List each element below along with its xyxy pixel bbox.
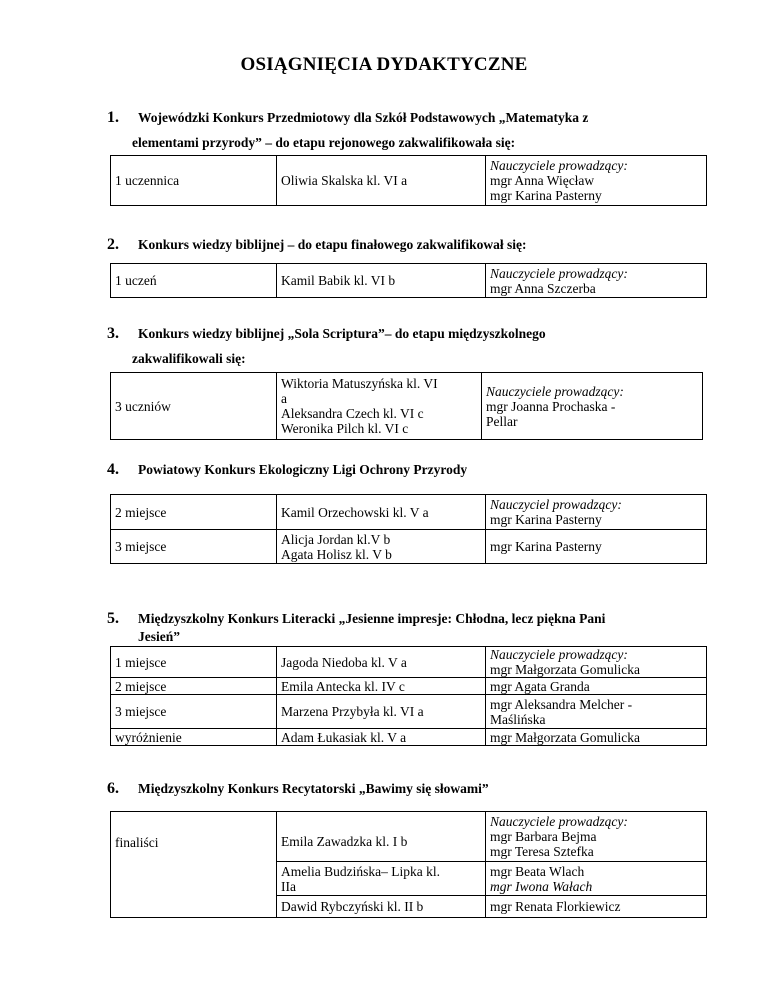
table-row xyxy=(111,264,707,298)
table-row xyxy=(111,695,707,729)
section-4-table xyxy=(110,494,707,564)
section-number: 2. xyxy=(107,236,119,253)
student-name: Amelia Budzińska– Lipka kl. xyxy=(281,863,440,879)
table-row xyxy=(111,495,707,530)
section-number: 5. xyxy=(107,610,119,627)
table-row xyxy=(111,156,707,206)
teacher-cell: mgr Karina Pasterny xyxy=(486,530,707,564)
student-cell: Oliwia Skalska kl. VI a xyxy=(277,156,486,206)
result-cell: 3 miejsce xyxy=(111,530,277,564)
student-cell xyxy=(277,862,486,896)
teacher-name: mgr Karina Pasterny xyxy=(490,512,602,527)
result-cell: 3 uczniów xyxy=(111,373,277,440)
teacher-cell xyxy=(486,264,707,298)
student-cell xyxy=(277,530,486,564)
student-name: Agata Holisz kl. V b xyxy=(281,546,392,562)
student-cell: Marzena Przybyła kl. VI a xyxy=(277,695,486,729)
teacher-label: Nauczyciele prowadzący: xyxy=(486,383,624,399)
student-cell: Dawid Rybczyński kl. II b xyxy=(277,896,486,918)
student-cell: Kamil Orzechowski kl. V a xyxy=(277,495,486,530)
teacher-cell: mgr Agata Granda xyxy=(486,678,707,695)
result-cell: 1 uczennica xyxy=(111,156,277,206)
teacher-cell xyxy=(486,812,707,862)
teacher-name: mgr Anna Szczerba xyxy=(490,280,596,296)
section-1-table xyxy=(110,155,707,206)
result-cell: 3 miejsce xyxy=(111,695,277,729)
section-heading-line: elementami przyrody” – do etapu rejonowego zakwalifikowała się: xyxy=(132,135,516,150)
teacher-cell xyxy=(486,695,707,729)
teacher-name: mgr Karina Pasterny xyxy=(490,188,602,203)
student-cell: Emila Antecka kl. IV c xyxy=(277,678,486,695)
section-heading-line: Konkurs wiedzy biblijnej „Sola Scriptura”– do etapu międzyszkolnego xyxy=(138,326,546,341)
student-name: Wiktoria Matuszyńska kl. VI xyxy=(281,376,438,391)
section-6-table xyxy=(110,811,707,918)
student-name: IIa xyxy=(281,878,296,894)
table-row xyxy=(111,647,707,678)
table-row xyxy=(111,812,707,862)
section-2-heading xyxy=(107,232,680,257)
table-row xyxy=(111,678,707,695)
page-title: OSIĄGNIĘCIA DYDAKTYCZNE xyxy=(240,54,528,75)
section-number: 1. xyxy=(107,109,119,126)
section-1-heading xyxy=(107,105,680,155)
section-number: 6. xyxy=(107,780,119,797)
teacher-cell xyxy=(482,373,703,440)
section-5-heading xyxy=(107,610,680,646)
section-6-heading xyxy=(107,776,680,801)
result-cell: 1 miejsce xyxy=(111,647,277,678)
table-row xyxy=(111,729,707,746)
section-3-table xyxy=(110,372,703,440)
teacher-cell: mgr Renata Florkiewicz xyxy=(486,896,707,918)
table-row xyxy=(111,373,703,440)
teacher-name: mgr Anna Więcław xyxy=(490,173,595,188)
student-name: Aleksandra Czech kl. VI c xyxy=(281,406,424,421)
teacher-cell xyxy=(486,495,707,530)
student-cell: Adam Łukasiak kl. V a xyxy=(277,729,486,746)
section-number: 3. xyxy=(107,325,119,342)
section-4-heading xyxy=(107,457,680,482)
section-heading-line: Międzyszkolny Konkurs Recytatorski „Bawimy się słowami” xyxy=(138,781,489,796)
section-number: 4. xyxy=(107,461,119,478)
student-cell: Emila Zawadzka kl. I b xyxy=(277,812,486,862)
teacher-name: Maślińska xyxy=(490,711,546,727)
teacher-label: Nauczyciel prowadzący: xyxy=(490,497,622,512)
result-cell: 2 miejsce xyxy=(111,495,277,530)
result-cell: finaliści xyxy=(111,812,277,918)
result-cell: 2 miejsce xyxy=(111,678,277,695)
teacher-name: mgr Beata Wlach xyxy=(490,863,585,879)
teacher-cell xyxy=(486,156,707,206)
teacher-cell xyxy=(486,647,707,678)
teacher-name: Pellar xyxy=(486,413,518,429)
result-cell: 1 uczeń xyxy=(111,264,277,298)
student-name: Weronika Pilch kl. VI c xyxy=(281,421,409,436)
teacher-name: mgr Joanna Prochaska - xyxy=(486,398,616,414)
teacher-cell xyxy=(486,862,707,896)
section-heading-line: Powiatowy Konkurs Ekologiczny Ligi Ochrony Przyrody xyxy=(138,462,468,477)
teacher-cell: mgr Małgorzata Gomulicka xyxy=(486,729,707,746)
student-name: a xyxy=(281,391,287,406)
teacher-name: mgr Małgorzata Gomulicka xyxy=(490,662,640,677)
teacher-name: mgr Teresa Sztefka xyxy=(490,844,594,859)
student-cell xyxy=(277,373,482,440)
section-5-table xyxy=(110,646,707,746)
section-heading-line: Konkurs wiedzy biblijnej – do etapu finałowego zakwalifikował się: xyxy=(138,237,527,252)
teacher-label: Nauczyciele prowadzący: xyxy=(490,814,628,829)
section-heading-line: Wojewódzki Konkurs Przedmiotowy dla Szkół Podstawowych „Matematyka z xyxy=(138,110,589,125)
result-cell: wyróżnienie xyxy=(111,729,277,746)
section-3-heading xyxy=(107,321,680,371)
section-heading-line: Międzyszkolny Konkurs Literacki „Jesienne impresje: Chłodna, lecz piękna Pani xyxy=(138,611,606,626)
section-heading-line: Jesień” xyxy=(138,629,180,644)
table-row xyxy=(111,530,707,564)
student-cell: Kamil Babik kl. VI b xyxy=(277,264,486,298)
teacher-label: Nauczyciele prowadzący: xyxy=(490,647,628,662)
student-name: Alicja Jordan kl.V b xyxy=(281,531,391,547)
teacher-name: mgr Barbara Bejma xyxy=(490,829,597,844)
section-heading-line: zakwalifikowali się: xyxy=(132,351,246,366)
section-2-table xyxy=(110,263,707,298)
teacher-label: Nauczyciele prowadzący: xyxy=(490,158,628,173)
teacher-label: Nauczyciele prowadzący: xyxy=(490,265,628,281)
teacher-name: mgr Aleksandra Melcher - xyxy=(490,696,633,712)
student-cell: Jagoda Niedoba kl. V a xyxy=(277,647,486,678)
teacher-name: mgr Iwona Wałach xyxy=(490,878,593,894)
